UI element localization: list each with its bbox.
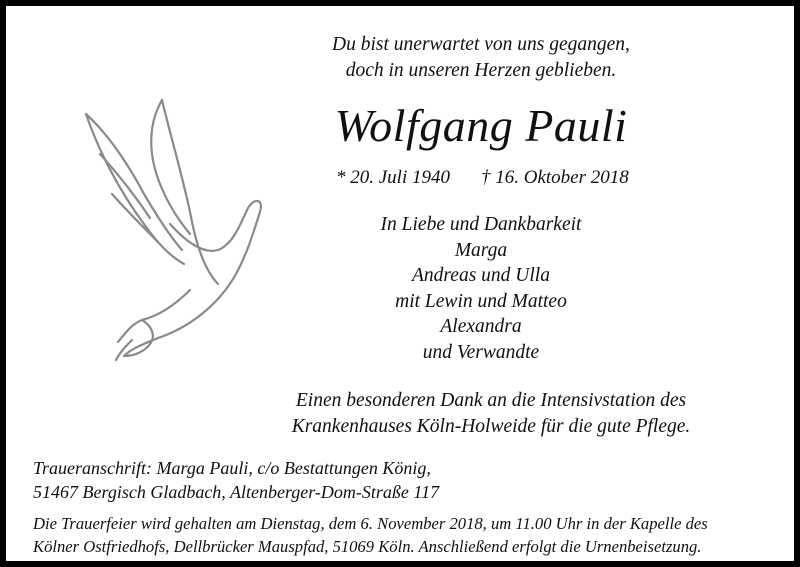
funeral-info xyxy=(33,512,785,558)
mourners-line: In Liebe und Dankbarkeit xyxy=(380,214,582,235)
mourners-line: und Verwandte xyxy=(422,341,540,363)
thanks-note xyxy=(226,388,756,440)
mourning-address xyxy=(33,456,439,504)
motto-line-1: Du bist unerwartet von uns gegangen, xyxy=(332,34,630,55)
deceased-name: Wolfgang Pauli xyxy=(334,100,628,151)
mourners-line: Alexandra xyxy=(440,316,522,337)
thanks-line-1: Einen besonderen Dank an die Intensivstation des xyxy=(295,390,687,411)
mourners-line: mit Lewin und Matteo xyxy=(395,290,567,312)
birth-date: * 20. Juli 1940 xyxy=(336,167,450,188)
motto xyxy=(281,32,681,84)
mourners-line: Marga xyxy=(454,239,508,261)
dove-icon xyxy=(78,94,268,366)
funeral-line-1: Die Trauerfeier wird gehalten am Dienstag, dem 6. November 2018, um 11.00 Uhr in der Kapelle des xyxy=(33,514,708,533)
address-line-1: Traueranschrift: Marga Pauli, c/o Bestattungen König, xyxy=(33,458,431,478)
thanks-line-2: Krankenhauses Köln-Holweide für die gute Pflege. xyxy=(291,416,691,437)
address-line-2: 51467 Bergisch Gladbach, Altenberger-Dom-Straße 117 xyxy=(33,482,440,502)
mourners-list xyxy=(281,212,681,365)
mourners-line: Andreas und Ulla xyxy=(412,265,550,286)
death-date: † 16. Oktober 2018 xyxy=(481,167,629,188)
funeral-line-2: Kölner Ostfriedhofs, Dellbrücker Mauspfad, 51069 Köln. Anschließend erfolgt die Urnenbeisetzung. xyxy=(33,537,702,556)
motto-line-2: doch in unseren Herzen geblieben. xyxy=(345,60,617,81)
